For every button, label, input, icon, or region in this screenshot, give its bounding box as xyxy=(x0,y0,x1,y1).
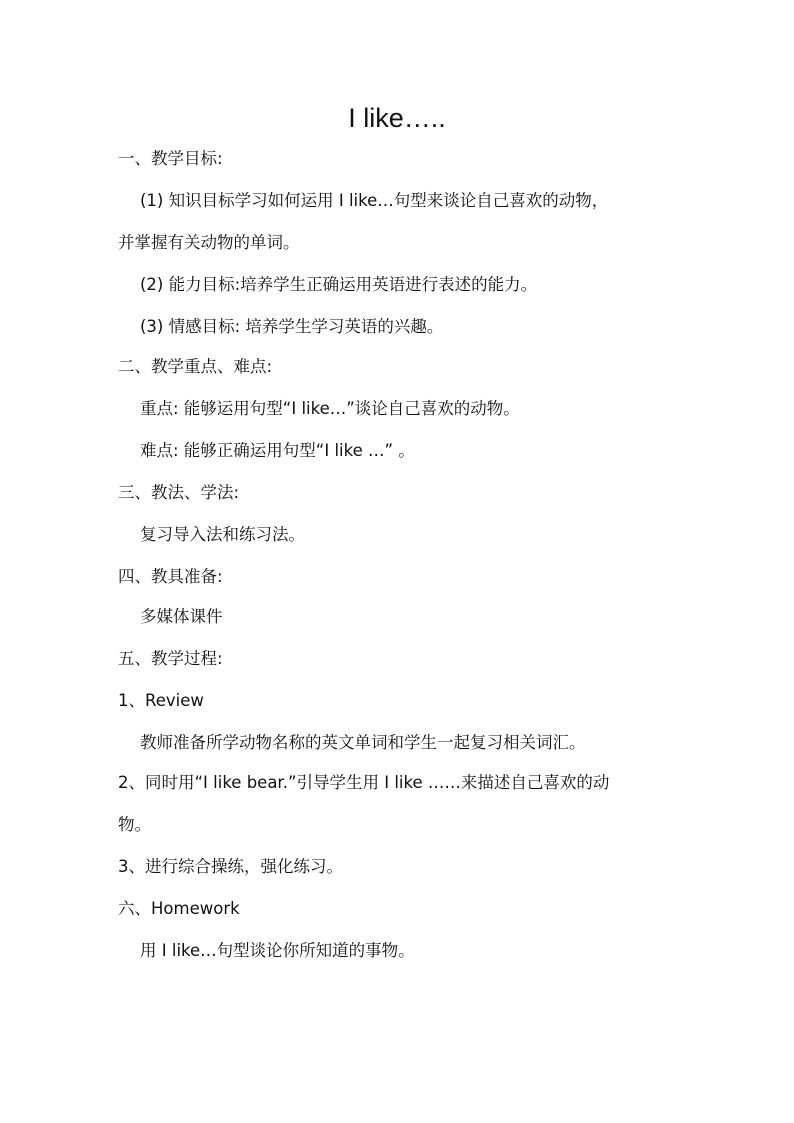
objective-knowledge: (1) 知识目标学习如何运用 I like…句型来谈论自己喜欢的动物， xyxy=(140,191,609,210)
objective-ability: (2) 能力目标:培养学生正确运用英语进行表述的能力。 xyxy=(140,275,538,294)
section-heading-objectives: 一、教学目标: xyxy=(118,149,223,168)
document-title: I like….. xyxy=(348,103,446,133)
section-heading-key-points: 二、教学重点、难点: xyxy=(118,357,273,376)
difficult-point: 难点: 能够正确运用句型“I like …” 。 xyxy=(140,441,415,460)
section-heading-process: 五、教学过程: xyxy=(118,649,223,668)
key-point: 重点: 能够运用句型“I like…”谈论自己喜欢的动物。 xyxy=(140,399,520,418)
section-heading-homework: 六、Homework xyxy=(118,899,240,918)
teaching-aids-text: 多媒体课件 xyxy=(140,607,223,626)
process-step-2-continued: 物。 xyxy=(118,815,151,834)
objective-emotion: (3) 情感目标: 培养学生学习英语的兴趣。 xyxy=(140,317,444,336)
process-step-3: 3、进行综合操练，强化练习。 xyxy=(118,857,343,876)
process-step-1-heading: 1、Review xyxy=(118,691,204,710)
homework-text: 用 I like…句型谈论你所知道的事物。 xyxy=(140,941,415,960)
methods-text: 复习导入法和练习法。 xyxy=(140,525,305,544)
process-step-1-text: 教师准备所学动物名称的英文单词和学生一起复习相关词汇。 xyxy=(140,733,586,752)
section-heading-teaching-aids: 四、教具准备: xyxy=(118,567,223,586)
section-heading-methods: 三、教法、学法: xyxy=(118,483,240,502)
objective-knowledge-continued: 并掌握有关动物的单词。 xyxy=(118,233,300,252)
process-step-2: 2、同时用“I like bear.”引导学生用 I like ……来描述自己喜欢的动 xyxy=(118,773,610,792)
